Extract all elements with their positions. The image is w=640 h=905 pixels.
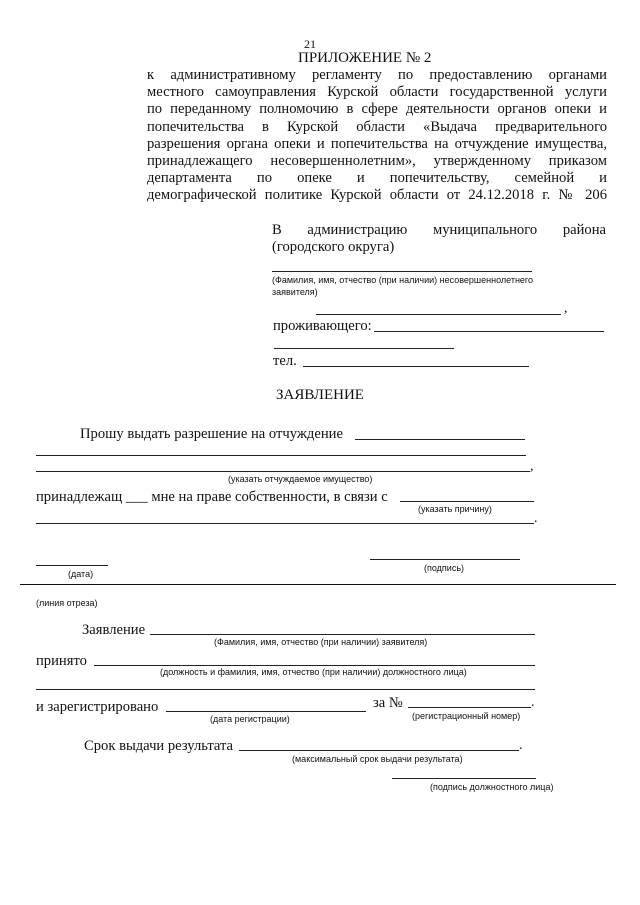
- residing-label: проживающего:: [273, 318, 372, 334]
- signature-field[interactable]: [370, 559, 520, 560]
- address-field[interactable]: [374, 331, 604, 332]
- caption-reason: (указать причину): [418, 504, 492, 514]
- official-field[interactable]: [94, 665, 535, 666]
- reason-field[interactable]: [400, 501, 534, 502]
- registered-label: и зарегистрировано: [36, 699, 159, 715]
- reference-line: департамента по опеке и попечительству, семейной и: [147, 170, 607, 187]
- caption-deadline: (максимальный срок выдачи результата): [292, 754, 463, 764]
- dot: .: [534, 511, 538, 526]
- reference-line: по переданному полномочию в сфере деятельности органов опеки и: [147, 101, 607, 118]
- comma: ,: [530, 459, 534, 474]
- caption-reg-date: (дата регистрации): [210, 714, 290, 724]
- date-field[interactable]: [36, 565, 108, 566]
- caption-signature: (подпись): [424, 563, 465, 573]
- dot: .: [519, 738, 523, 753]
- phone-label: тел.: [273, 353, 297, 369]
- applicant-field[interactable]: [150, 634, 535, 635]
- registration-number-field[interactable]: [408, 707, 531, 708]
- page-number: 21: [304, 37, 316, 51]
- address-field-continued[interactable]: [274, 348, 454, 349]
- addressee-block: [272, 222, 606, 256]
- property-field-line[interactable]: [36, 471, 530, 472]
- caption-fio: (Фамилия, имя, отчество (при наличии) несовершеннолетнего: [272, 275, 534, 285]
- appendix-reference: [147, 67, 607, 205]
- caption-date: (дата): [68, 569, 94, 579]
- official-field-line[interactable]: [36, 689, 535, 690]
- fio-field[interactable]: [272, 271, 532, 272]
- reference-line: демографической политике Курской области от 24.12.2018 г. № 206: [147, 187, 607, 204]
- addressee-line: В администрацию муниципального района: [272, 222, 606, 238]
- statement-title: ЗАЯВЛЕНИЕ: [276, 387, 364, 403]
- deadline-field[interactable]: [239, 750, 519, 751]
- phone-field[interactable]: [303, 366, 529, 367]
- reason-field-line[interactable]: [36, 523, 534, 524]
- addressee-line: (городского округа): [272, 239, 395, 256]
- deadline-label: Срок выдачи результата: [84, 738, 234, 754]
- caption-property: (указать отчуждаемое имущество): [228, 474, 373, 484]
- cut-line: [20, 584, 616, 585]
- reference-line: попечительства в Курской области «Выдача предварительного: [147, 118, 607, 135]
- comma: ,: [564, 301, 568, 316]
- caption-applicant: (Фамилия, имя, отчество (при наличии) заявителя): [214, 637, 428, 647]
- caption-official-signature: (подпись должностного лица): [430, 782, 554, 792]
- appendix-title: ПРИЛОЖЕНИЕ № 2: [298, 50, 432, 66]
- reference-line: разрешения органа опеки и попечительства на отчуждение имущества,: [147, 135, 607, 152]
- application-label: Заявление: [82, 622, 146, 638]
- property-field-line[interactable]: [36, 455, 526, 456]
- fio-field-continued[interactable]: [316, 314, 561, 315]
- reference-line: к административному регламенту по предоставлению органами: [147, 67, 607, 83]
- reference-line: местного самоуправления Курской области государственной услуги: [147, 84, 607, 101]
- official-signature-field[interactable]: [392, 778, 536, 779]
- property-field[interactable]: [355, 439, 525, 440]
- belonging-text: принадлежащ ___ мне на праве собственности, в связи с: [36, 489, 388, 505]
- accepted-label: принято: [36, 653, 87, 669]
- dot: .: [531, 695, 535, 710]
- caption-official: (должность и фамилия, имя, отчество (при наличии) должностного лица): [160, 667, 467, 677]
- caption-reg-number: (регистрационный номер): [412, 711, 521, 721]
- caption-cut: (линия отреза): [36, 598, 98, 608]
- number-label: за №: [373, 695, 403, 711]
- registration-date-field[interactable]: [166, 711, 366, 712]
- caption-fio: заявителя): [272, 287, 318, 297]
- reference-line: принадлежащего несовершеннолетним», утвержденному приказом: [147, 153, 607, 170]
- request-text: Прошу выдать разрешение на отчуждение: [80, 426, 343, 442]
